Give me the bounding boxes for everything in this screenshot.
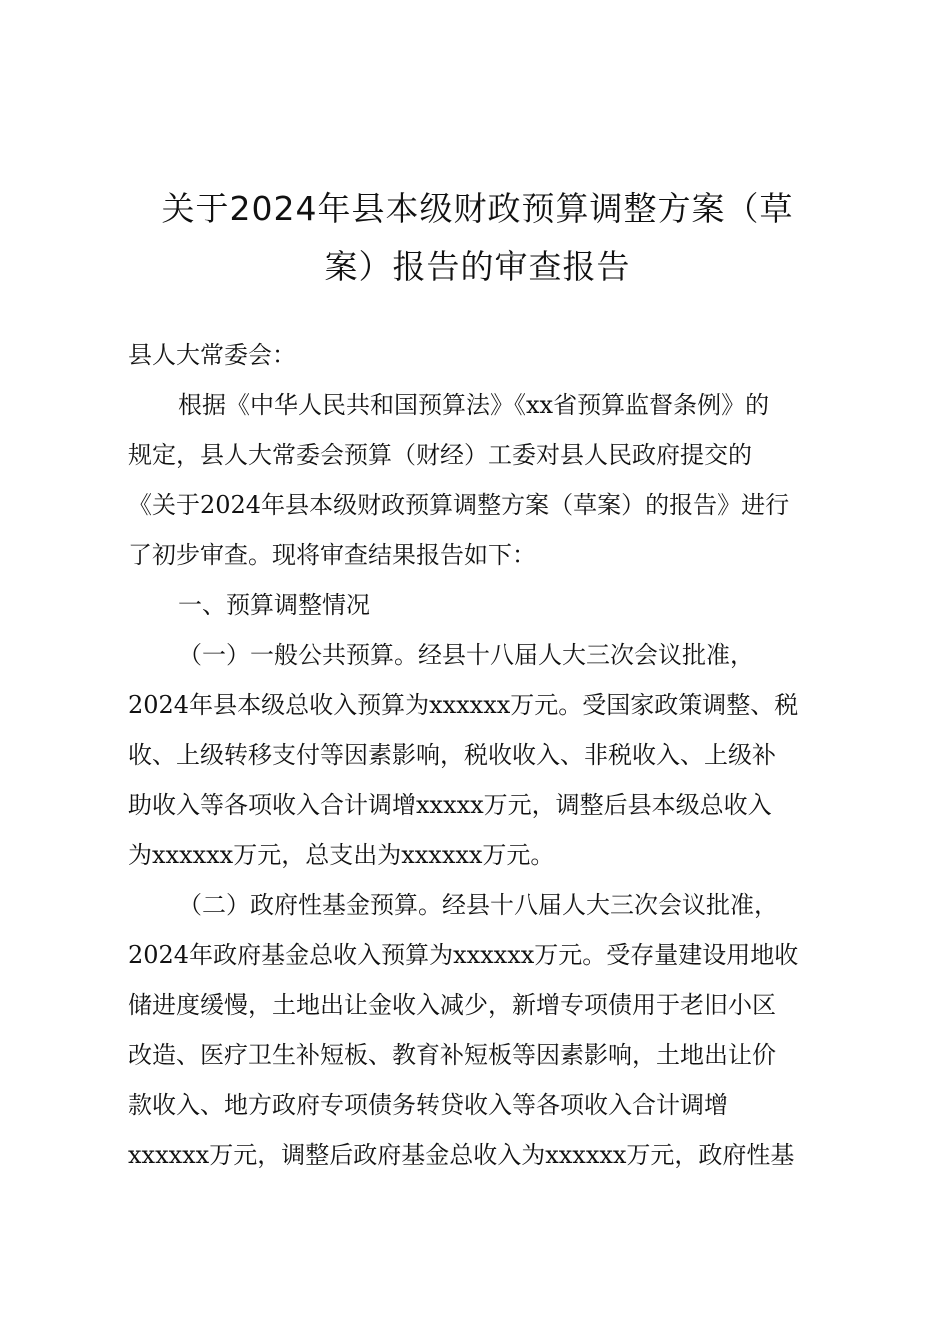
section-heading: 一、预算调整情况 — [178, 591, 370, 619]
document-body — [128, 330, 858, 1180]
paragraph-line: 为xxxxxx万元，总支出为xxxxxx万元。 — [128, 841, 555, 869]
paragraph-line: （二）政府性基金预算。经县十八届人大三次会议批准， — [178, 891, 778, 919]
paragraph-line: xxxxxx万元，调整后政府基金总收入为xxxxxx万元，政府性基 — [128, 1141, 795, 1169]
paragraph-line: 助收入等各项收入合计调增xxxxx万元，调整后县本级总收入 — [128, 791, 772, 819]
paragraph-line: 规定，县人大常委会预算（财经）工委对县人民政府提交的 — [128, 441, 752, 469]
paragraph-general-budget — [128, 630, 858, 880]
document-title — [120, 180, 835, 296]
paragraph-line: 《关于2024年县本级财政预算调整方案（草案）的报告》进行 — [128, 491, 790, 519]
paragraph-line: （一）一般公共预算。经县十八届人大三次会议批准， — [178, 641, 754, 669]
paragraph-line: 储进度缓慢，土地出让金收入减少，新增专项债用于老旧小区 — [128, 991, 776, 1019]
title-line-1: 关于2024年县本级财政预算调整方案（草 — [161, 189, 794, 228]
salutation: 县人大常委会： — [128, 341, 296, 369]
paragraph-line: 款收入、地方政府专项债务转贷收入等各项收入合计调增 — [128, 1091, 728, 1119]
paragraph-line: 2024年政府基金总收入预算为xxxxxx万元。受存量建设用地收 — [128, 941, 799, 969]
paragraph-line: 收、上级转移支付等因素影响，税收收入、非税收入、上级补 — [128, 741, 776, 769]
paragraph-fund-budget — [128, 880, 858, 1180]
title-line-2: 案）报告的审查报告 — [324, 247, 631, 286]
paragraph-line: 根据《中华人民共和国预算法》《xx省预算监督条例》的 — [178, 391, 770, 419]
paragraph-line: 2024年县本级总收入预算为xxxxxx万元。受国家政策调整、税 — [128, 691, 799, 719]
paragraph-intro — [128, 380, 858, 580]
paragraph-line: 了初步审查。现将审查结果报告如下： — [128, 541, 536, 569]
paragraph-line: 改造、医疗卫生补短板、教育补短板等因素影响，土地出让价 — [128, 1041, 776, 1069]
